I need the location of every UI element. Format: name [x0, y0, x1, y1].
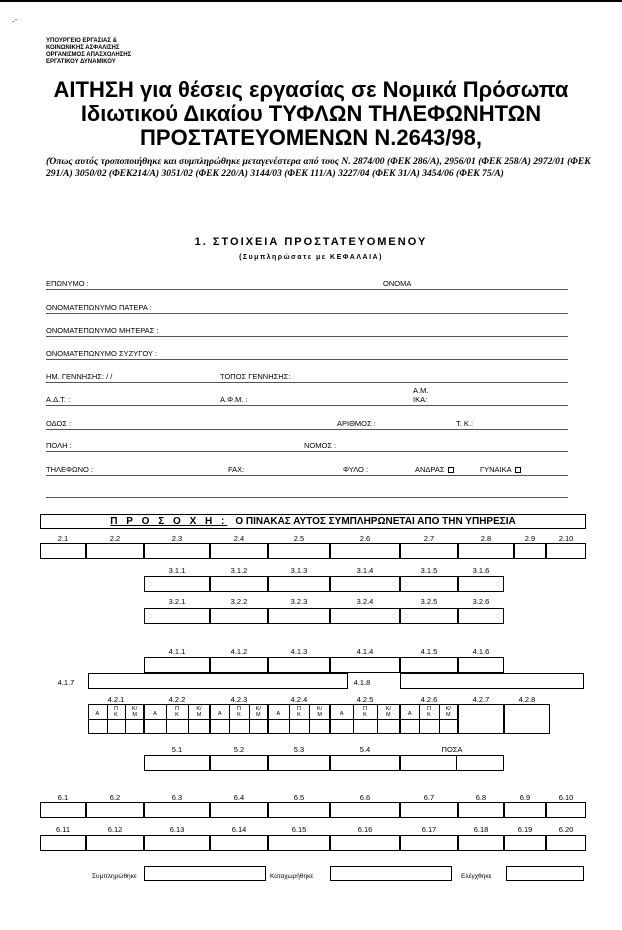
- row2-label: 2.3: [171, 534, 183, 543]
- row5-cell[interactable]: [210, 755, 268, 771]
- row61-label: 6.4: [233, 793, 245, 802]
- row61-label: 6.8: [475, 793, 487, 802]
- row2-cell[interactable]: [268, 543, 330, 559]
- row31-label: 3.1.6: [472, 566, 490, 575]
- row42-label: 4.2.8: [518, 695, 536, 704]
- row62-cell[interactable]: [144, 835, 210, 851]
- row41-cell[interactable]: [330, 657, 400, 673]
- row62-cell[interactable]: [504, 835, 546, 851]
- row61-cell[interactable]: [330, 802, 400, 818]
- l418-label: 4.1.8: [353, 678, 371, 687]
- row61-label: 6.10: [558, 793, 574, 802]
- mother-field[interactable]: [46, 336, 568, 337]
- row32-label: 3.2.5: [420, 597, 438, 606]
- row31-cell[interactable]: [458, 576, 504, 592]
- row42-label: 4.2.3: [230, 695, 248, 704]
- row62-cell[interactable]: [86, 835, 144, 851]
- row62-label: 6.15: [291, 825, 307, 834]
- row61-label: 6.6: [359, 793, 371, 802]
- checked-label: Ελέγχθηκε: [461, 873, 492, 880]
- row5-cell[interactable]: [330, 755, 400, 771]
- row42-sub-label: Κ/ Μ: [132, 706, 138, 718]
- row31-cell[interactable]: [268, 576, 330, 592]
- ministry-line: ΕΡΓΑΤΙΚΟΥ ΔΥΝΑΜΙΚΟΥ: [46, 59, 116, 65]
- row2-cell[interactable]: [546, 543, 586, 559]
- row41-label: 4.1.5: [420, 647, 438, 656]
- row2-label: 2.9: [524, 534, 536, 543]
- top-rule: [0, 0, 622, 2]
- row2-label: 2.5: [293, 534, 305, 543]
- row31-label: 3.1.5: [420, 566, 438, 575]
- row42-sub-label: Π Κ: [175, 706, 179, 718]
- row42-sub-label: Α: [339, 711, 344, 717]
- row2-cell[interactable]: [458, 543, 514, 559]
- row42-label: 4.2.6: [420, 695, 438, 704]
- row32-cell[interactable]: [210, 608, 268, 624]
- row2-cell[interactable]: [330, 543, 400, 559]
- phone-label: ΤΗΛΕΦΩΝΟ :: [46, 465, 94, 474]
- surname-label: ΕΠΩΝΥΜΟ :: [46, 279, 89, 288]
- row61-cell[interactable]: [86, 802, 144, 818]
- female-checkbox[interactable]: [515, 467, 521, 473]
- row61-cell[interactable]: [210, 802, 268, 818]
- row32-label: 3.2.6: [472, 597, 490, 606]
- ika-label: ΙΚΑ:: [413, 395, 428, 404]
- row5-divider: [456, 755, 457, 771]
- row42-divider: [268, 719, 330, 720]
- row42-divider: [330, 719, 400, 720]
- fax-label: FAX:: [228, 465, 245, 474]
- row61-cell[interactable]: [40, 802, 86, 818]
- prefecture-label: ΝΟΜΟΣ :: [304, 441, 337, 450]
- row62-cell[interactable]: [40, 835, 86, 851]
- spouse-label: ΟΝΟΜΑΤΕΠΩΝΥΜΟ ΣΥΖΥΓΟΥ :: [46, 349, 157, 358]
- row5-cell[interactable]: [144, 755, 210, 771]
- row42-cell[interactable]: [458, 704, 504, 734]
- l417-cell[interactable]: [88, 673, 348, 689]
- row2-label: 2.2: [109, 534, 121, 543]
- row42-divider: [210, 719, 268, 720]
- row2-cell[interactable]: [86, 543, 144, 559]
- row42-label: 4.2.4: [290, 695, 308, 704]
- row42-sub-label: Π Κ: [237, 706, 241, 718]
- row5-cell[interactable]: [268, 755, 330, 771]
- row32-cell[interactable]: [268, 608, 330, 624]
- row41-cell[interactable]: [210, 657, 268, 673]
- adt-label: Α.Δ.Τ. :: [46, 395, 71, 404]
- row62-cell[interactable]: [400, 835, 458, 851]
- row42-sub-label: Α: [407, 711, 412, 717]
- father-label: ΟΝΟΜΑΤΕΠΩΝΥΜΟ ΠΑΤΕΡΑ :: [46, 303, 152, 312]
- row62-label: 6.17: [421, 825, 437, 834]
- row62-cell[interactable]: [268, 835, 330, 851]
- row32-cell[interactable]: [400, 608, 458, 624]
- number-label: ΑΡΙΘΜΟΣ :: [337, 419, 376, 428]
- row42-label: 4.2.2: [168, 695, 186, 704]
- attention-label: Π Ρ Ο Σ Ο Χ Η :: [110, 516, 228, 527]
- row62-cell[interactable]: [330, 835, 400, 851]
- row62-label: 6.16: [357, 825, 373, 834]
- title-line: ΑΙΤΗΣΗ για θέσεις εργασίας σε Νομικά Πρόσωπα: [53, 77, 569, 102]
- row42-sub-label: Π Κ: [427, 706, 431, 718]
- row32-label: 3.2.1: [168, 597, 186, 606]
- row61-cell[interactable]: [546, 802, 586, 818]
- row42-divider: [400, 719, 458, 720]
- row31-label: 3.1.3: [290, 566, 308, 575]
- birthdate-label: ΗΜ. ΓΕΝΝΗΣΗΣ: / /: [46, 372, 113, 381]
- row42-cell[interactable]: [504, 704, 550, 734]
- row42-sub-label: Α: [95, 711, 100, 717]
- l417-label: 4.1.7: [57, 678, 75, 687]
- row32-label: 3.2.4: [356, 597, 374, 606]
- row41-cell[interactable]: [144, 657, 210, 673]
- row42-label: 4.2.7: [472, 695, 490, 704]
- row32-label: 3.2.2: [230, 597, 248, 606]
- male-checkbox[interactable]: [448, 467, 454, 473]
- row62-label: 6.11: [55, 825, 71, 834]
- extra-line[interactable]: [46, 497, 568, 498]
- am-label: Α.Μ.: [413, 386, 429, 395]
- title-line: Ιδιωτικού Δικαίου ΤΥΦΛΩΝ ΤΗΛΕΦΩΝΗΤΩΝ: [80, 101, 542, 126]
- title-line: ΠΡΟΣΤΑΤΕΥΟΜΕΝΩΝ Ν.2643/98,: [140, 125, 482, 150]
- l418-cell[interactable]: [400, 673, 584, 689]
- row2-cell[interactable]: [40, 543, 86, 559]
- row61-cell[interactable]: [504, 802, 546, 818]
- row5-label: ΠΟΣΑ: [441, 745, 463, 754]
- row62-label: 6.18: [473, 825, 489, 834]
- notice-text: Ο ΠΙΝΑΚΑΣ ΑΥΤΟΣ ΣΥΜΠΛΗΡΩΝΕΤΑΙ ΑΠΟ ΤΗΝ ΥΠΗΡΕΣΙΑ: [235, 516, 516, 527]
- row41-label: 4.1.3: [290, 647, 308, 656]
- row2-label: 2.10: [558, 534, 574, 543]
- row62-label: 6.19: [517, 825, 533, 834]
- row42-sub-label: Κ/ Μ: [196, 706, 202, 718]
- name-label: ΟΝΟΜΑ: [383, 279, 412, 288]
- row41-cell[interactable]: [458, 657, 504, 673]
- corner-marks: .·: [12, 14, 18, 24]
- address-field[interactable]: [46, 429, 568, 430]
- attention-notice: [40, 514, 586, 529]
- row42-sub-label: Α: [217, 711, 222, 717]
- checked-field[interactable]: [506, 866, 584, 881]
- id-field[interactable]: [46, 405, 568, 406]
- row61-label: 6.9: [519, 793, 531, 802]
- city-field[interactable]: [46, 451, 568, 452]
- row2-label: 2.4: [233, 534, 245, 543]
- row42-sub-label: Κ/ Μ: [255, 706, 261, 718]
- row61-cell[interactable]: [458, 802, 504, 818]
- row41-label: 4.1.4: [356, 647, 374, 656]
- row61-label: 6.5: [293, 793, 305, 802]
- father-field[interactable]: [46, 313, 568, 314]
- row2-label: 2.7: [423, 534, 435, 543]
- law-reference: (Όπως αυτός τροποποιήθηκε και συμπληρώθηκε μεταγενέστερα από τους Ν. 2874/00 (ΦΕΚ 286/Α), 2956/01 (ΦΕΚ 258/Α) 2972/01 (ΦΕΚ 291/Α) 3050/02 (ΦΕΚ214/Α) 3051/02 (ΦΕΚ 220/Α) 3144/03 (ΦΕΚ 111/Α) 3227/04 (ΦΕΚ 31/Α) 3454/06 (ΦΕΚ 75/Α): [46, 156, 591, 179]
- afm-label: Α.Φ.Μ. :: [220, 395, 248, 404]
- row42-sub-label: Κ/ Μ: [385, 706, 391, 718]
- row31-label: 3.1.4: [356, 566, 374, 575]
- gender-label: ΦΥΛΟ :: [343, 465, 369, 474]
- row2-label: 2.1: [57, 534, 69, 543]
- row5-label: 5.4: [359, 745, 371, 754]
- row61-label: 6.7: [423, 793, 435, 802]
- row42-label: 4.2.5: [356, 695, 374, 704]
- row2-cell[interactable]: [514, 543, 546, 559]
- city-label: ΠΟΛΗ :: [46, 441, 72, 450]
- row2-label: 2.6: [359, 534, 371, 543]
- row31-cell[interactable]: [400, 576, 458, 592]
- row41-label: 4.1.6: [472, 647, 490, 656]
- row62-cell[interactable]: [210, 835, 268, 851]
- row32-cell[interactable]: [144, 608, 210, 624]
- female-label: ΓΥΝΑΙΚΑ: [480, 465, 512, 474]
- row62-label: 6.12: [107, 825, 123, 834]
- row32-label: 3.2.3: [290, 597, 308, 606]
- male-label: ΑΝΔΡΑΣ: [415, 465, 445, 474]
- row61-cell[interactable]: [268, 802, 330, 818]
- spouse-field[interactable]: [46, 359, 568, 360]
- row5-label: 5.1: [171, 745, 183, 754]
- phone-field[interactable]: [46, 475, 568, 476]
- completed-field[interactable]: [144, 866, 266, 881]
- row2-cell[interactable]: [210, 543, 268, 559]
- row42-sub-label: Κ/ Μ: [317, 706, 323, 718]
- row5-label: 5.2: [233, 745, 245, 754]
- row62-cell[interactable]: [546, 835, 586, 851]
- row5-label: 5.3: [293, 745, 305, 754]
- row42-divider: [144, 719, 210, 720]
- row41-cell[interactable]: [400, 657, 458, 673]
- female-option[interactable]: [480, 465, 521, 474]
- birthplace-label: ΤΟΠΟΣ ΓΕΝΝΗΣΗΣ:: [220, 372, 291, 381]
- ministry-line: ΚΟΙΝΩΝΙΚΗΣ ΑΣΦΑΛΙΣΗΣ: [46, 45, 120, 51]
- section-title: 1. ΣΤΟΙΧΕΙΑ ΠΡΟΣΤΑΤΕΥΟΜΕΝΟΥ: [194, 236, 428, 248]
- row2-cell[interactable]: [400, 543, 458, 559]
- row42-sub-label: Κ/ Μ: [445, 706, 451, 718]
- registered-field[interactable]: [330, 866, 452, 881]
- row62-label: 6.14: [231, 825, 247, 834]
- row2-cell[interactable]: [144, 543, 210, 559]
- row31-label: 3.1.1: [168, 566, 186, 575]
- row61-cell[interactable]: [144, 802, 210, 818]
- row42-label: 4.2.1: [107, 695, 125, 704]
- row62-label: 6.20: [558, 825, 574, 834]
- tk-label: Τ. Κ.:: [456, 419, 474, 428]
- row32-cell[interactable]: [330, 608, 400, 624]
- row2-label: 2.8: [480, 534, 492, 543]
- row42-divider: [88, 719, 144, 720]
- row31-cell[interactable]: [330, 576, 400, 592]
- completed-label: Συμπληρώθηκε: [92, 873, 137, 880]
- row61-label: 6.3: [171, 793, 183, 802]
- row42-sub-label: Π Κ: [363, 706, 367, 718]
- surname-field[interactable]: [46, 289, 568, 290]
- row42-sub-label: Α: [276, 711, 281, 717]
- row5-cell[interactable]: [400, 755, 504, 771]
- row62-label: 6.13: [169, 825, 185, 834]
- ministry-header: [46, 38, 246, 66]
- row42-sub-label: Α: [153, 711, 157, 717]
- ministry-line: ΥΠΟΥΡΓΕΙΟ ΕΡΓΑΣΙΑΣ &: [46, 38, 117, 44]
- male-option[interactable]: [415, 465, 454, 474]
- row41-cell[interactable]: [268, 657, 330, 673]
- form-title: [30, 78, 592, 150]
- ministry-line: ΟΡΓΑΝΙΣΜΟΣ ΑΠΑΣΧΟΛΗΣΗΣ: [46, 52, 132, 58]
- section-subtitle: (Συμπληρώσατε με ΚΕΦΑΛΑΙΑ): [239, 254, 383, 261]
- row31-cell[interactable]: [210, 576, 268, 592]
- row42-sub-label: Π Κ: [113, 706, 118, 718]
- row61-cell[interactable]: [400, 802, 458, 818]
- row61-label: 6.1: [57, 793, 69, 802]
- row31-cell[interactable]: [144, 576, 210, 592]
- street-label: ΟΔΟΣ :: [46, 419, 72, 428]
- mother-label: ΟΝΟΜΑΤΕΠΩΝΥΜΟ ΜΗΤΕΡΑΣ :: [46, 326, 159, 335]
- row61-label: 6.2: [109, 793, 121, 802]
- row41-label: 4.1.1: [168, 647, 186, 656]
- row32-cell[interactable]: [458, 608, 504, 624]
- row41-label: 4.1.2: [230, 647, 248, 656]
- birth-field[interactable]: [46, 382, 568, 383]
- row42-sub-label: Π Κ: [296, 706, 301, 718]
- row62-cell[interactable]: [458, 835, 504, 851]
- registered-label: Καταχωρήθηκε: [270, 873, 314, 880]
- row31-label: 3.1.2: [230, 566, 248, 575]
